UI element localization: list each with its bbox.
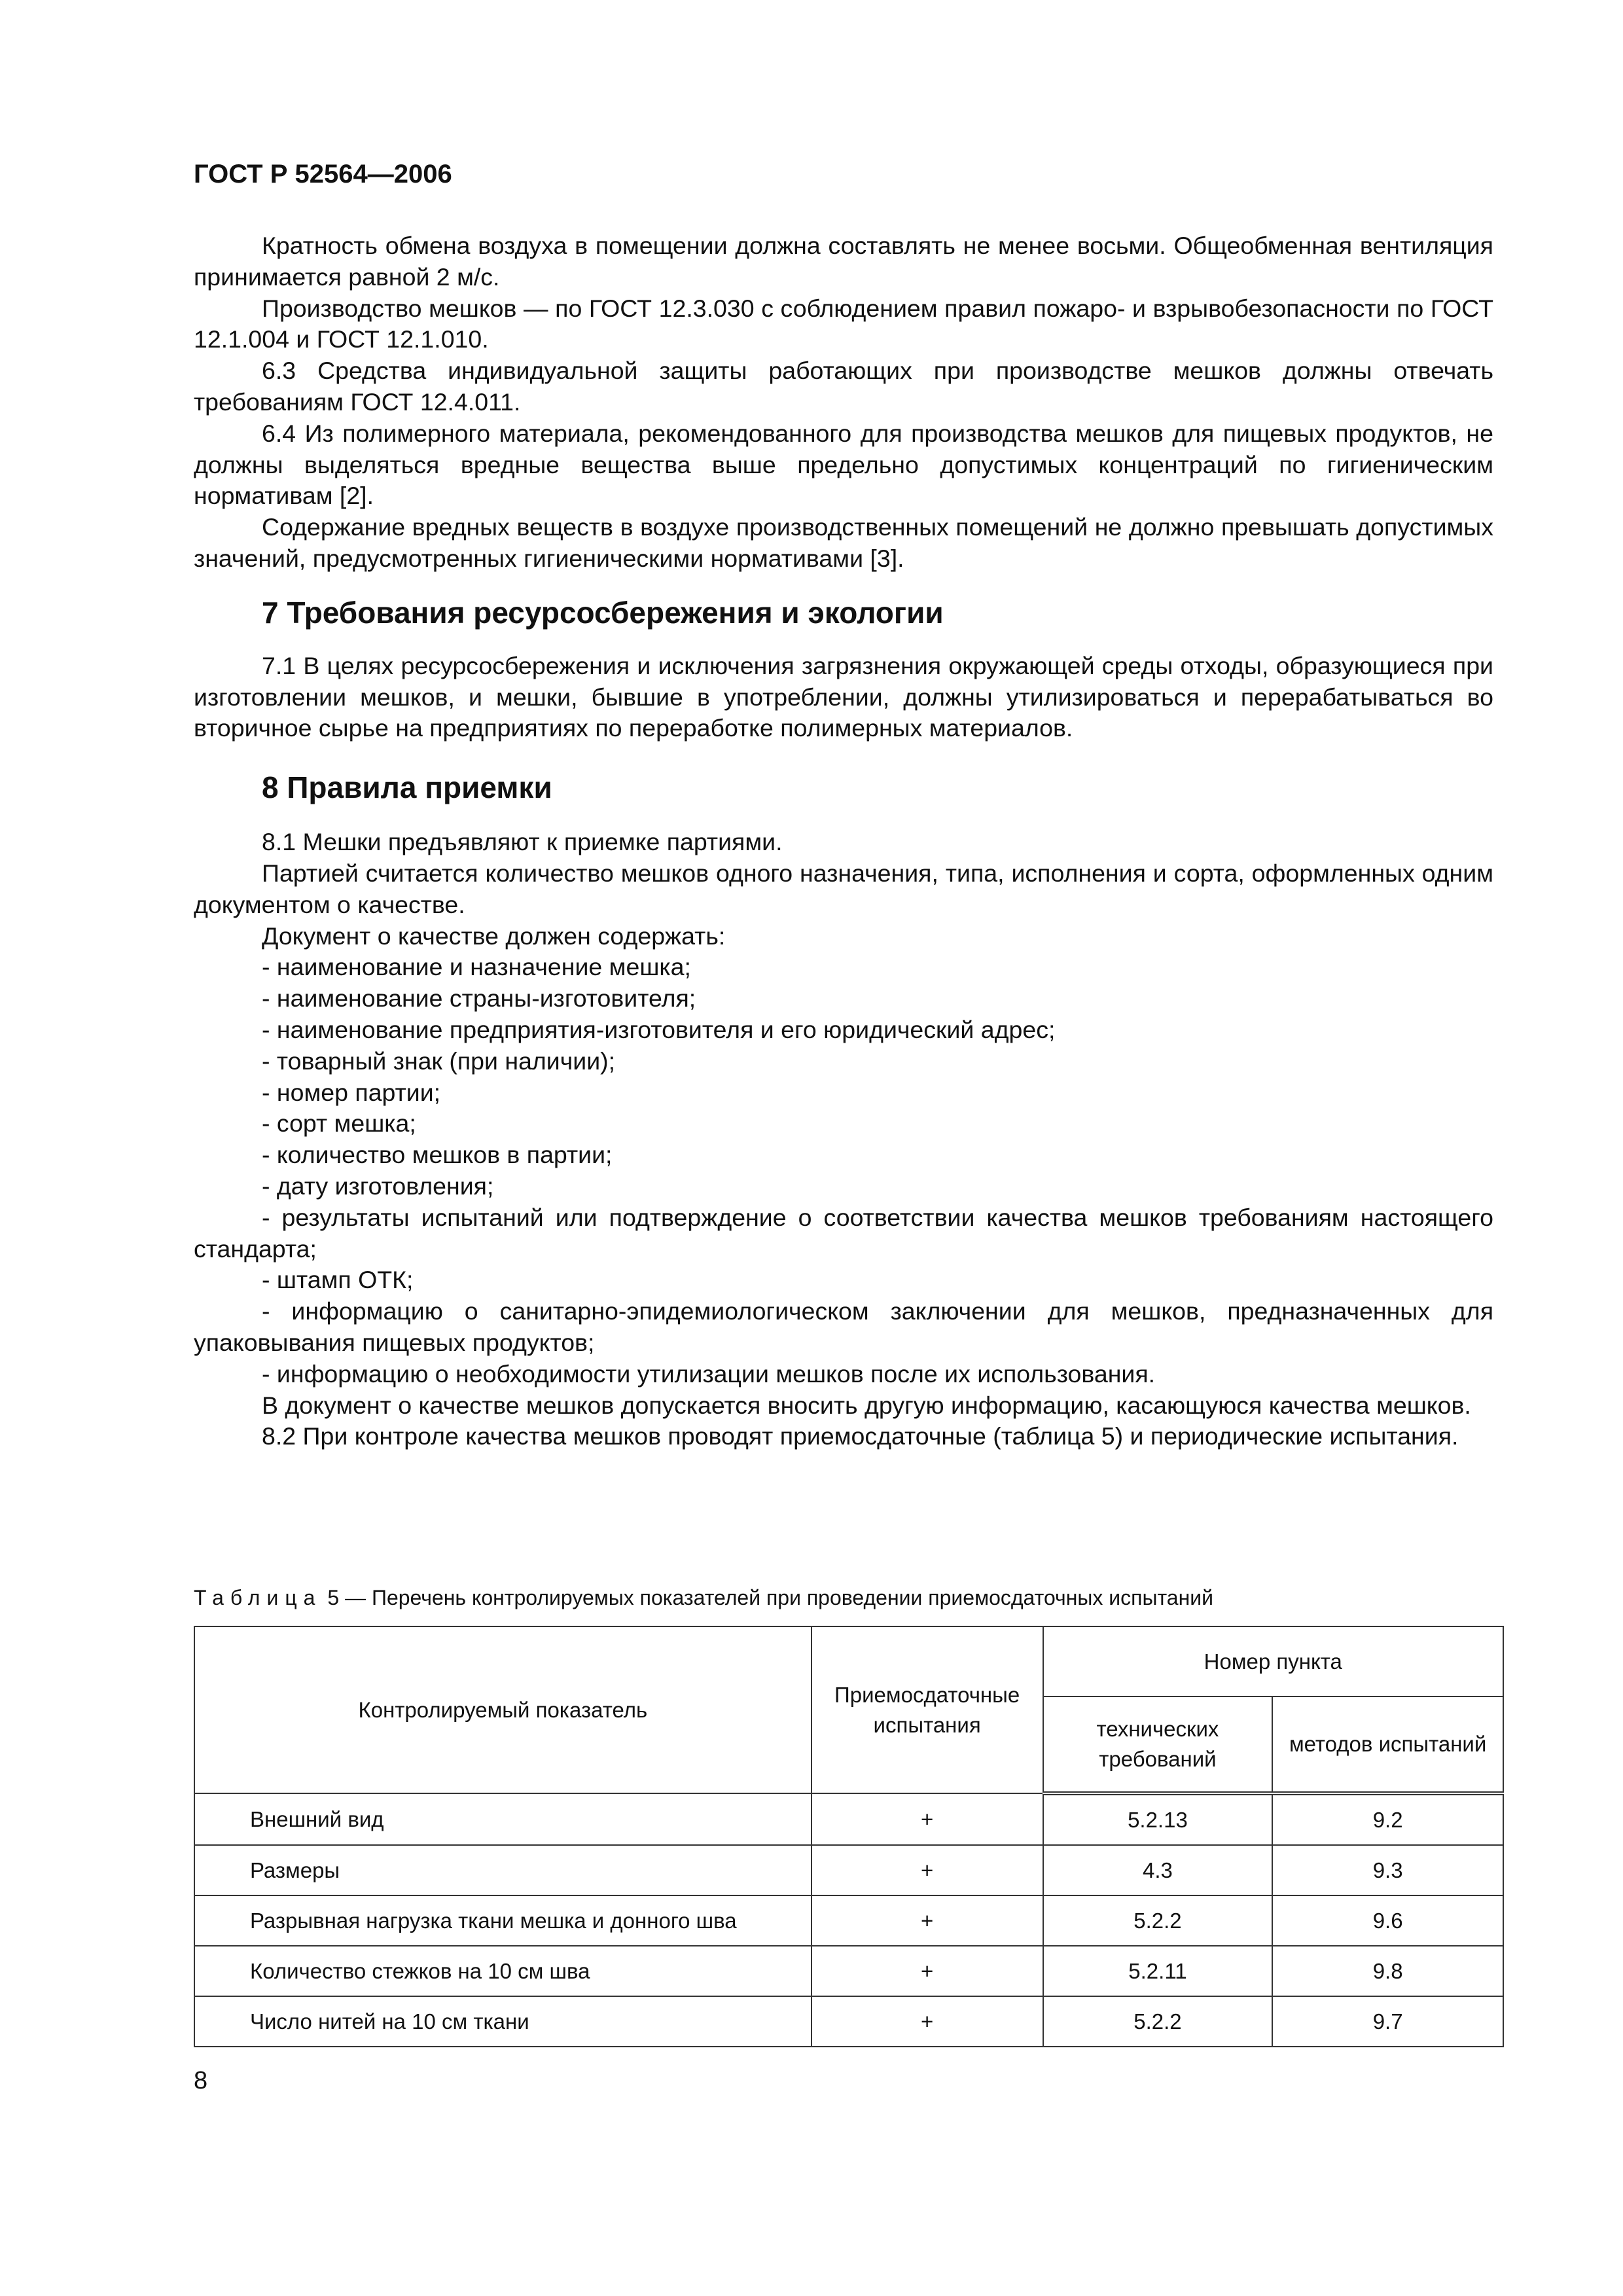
table-row	[194, 1895, 1503, 1946]
cell-acceptance: +	[812, 1793, 1043, 1845]
cell-indicator: Внешний вид	[194, 1793, 812, 1845]
table-5	[194, 1626, 1504, 2047]
table-caption	[194, 1586, 1213, 1610]
table-row	[194, 1996, 1503, 2047]
paragraph: Кратность обмена воздуха в помещении должна составлять не менее восьми. Общеобменная вентиляция принимается равной 2 м/с.	[194, 232, 1493, 291]
cell-indicator: Разрывная нагрузка ткани мешка и донного шва	[194, 1895, 812, 1946]
table-caption-text: 5 — Перечень контролируемых показателей при проведении приемосдаточных испытаний	[327, 1586, 1213, 1609]
header-clause-number: Номер пункта	[1043, 1626, 1503, 1696]
list-item: - товарный знак (при наличии);	[262, 1047, 616, 1075]
list-item: - результаты испытаний или подтверждение о соответствии качества мешков требованиям настоящего стандарта;	[194, 1203, 1493, 1263]
cell-test-methods: 9.3	[1272, 1845, 1503, 1895]
list-item: - информацию о необходимости утилизации мешков после их использования.	[262, 1359, 1156, 1388]
cell-tech-requirements: 5.2.13	[1043, 1793, 1273, 1845]
paragraph: В документ о качестве мешков допускается вносить другую информацию, касающуюся качества мешков.	[262, 1391, 1471, 1419]
list-item: - наименование страны-изготовителя;	[262, 984, 696, 1013]
cell-test-methods: 9.6	[1272, 1895, 1503, 1946]
paragraph: Партией считается количество мешков одного назначения, типа, исполнения и сорта, оформленных одним документом о качестве.	[194, 859, 1493, 918]
table-row	[194, 1946, 1503, 1996]
body-text	[194, 230, 1493, 1452]
header-acceptance: Приемосдаточные испытания	[812, 1626, 1043, 1793]
cell-tech-requirements: 5.2.2	[1043, 1895, 1273, 1946]
cell-indicator: Число нитей на 10 см ткани	[194, 1996, 812, 2047]
cell-tech-requirements: 4.3	[1043, 1845, 1273, 1895]
header-test-methods: методов испытаний	[1272, 1696, 1503, 1793]
cell-tech-requirements: 5.2.2	[1043, 1996, 1273, 2047]
section-8-heading: 8 Правила приемки	[262, 770, 552, 805]
cell-acceptance: +	[812, 1845, 1043, 1895]
list-item: - количество мешков в партии;	[262, 1141, 613, 1169]
paragraph: 7.1 В целях ресурсосбережения и исключения загрязнения окружающей среды отходы, образующиеся при изготовлении мешков, и мешки, бывшие в употреблении, должны утилизироваться и перерабатываться во вторичное сырье на предприятиях по переработке полимерных материалов.	[194, 651, 1493, 742]
header-tech-requirements: технических требований	[1043, 1696, 1273, 1793]
cell-acceptance: +	[812, 1895, 1043, 1946]
list-item: - штамп ОТК;	[262, 1266, 414, 1294]
cell-indicator: Количество стежков на 10 см шва	[194, 1946, 812, 1996]
list-item: - наименование предприятия-изготовителя и его юридический адрес;	[262, 1015, 1056, 1043]
list-item: - сорт мешка;	[262, 1109, 416, 1138]
paragraph: 6.3 Средства индивидуальной защиты работающих при производстве мешков должны отвечать требованиям ГОСТ 12.4.011.	[194, 357, 1493, 416]
cell-test-methods: 9.8	[1272, 1946, 1503, 1996]
cell-acceptance: +	[812, 1946, 1043, 1996]
list-item: - дату изготовления;	[262, 1172, 494, 1200]
table-row	[194, 1793, 1503, 1845]
list-item: - информацию о санитарно-эпидемиологическом заключении для мешков, предназначенных для упаковывания пищевых продуктов;	[194, 1297, 1493, 1356]
page-number: 8	[194, 2067, 208, 2094]
paragraph: Документ о качестве должен содержать:	[262, 922, 726, 950]
header-indicator: Контролируемый показатель	[194, 1626, 812, 1793]
list-item: - наименование и назначение мешка;	[262, 953, 691, 981]
cell-test-methods: 9.2	[1272, 1793, 1503, 1845]
table-row	[194, 1845, 1503, 1895]
paragraph: 6.4 Из полимерного материала, рекомендованного для производства мешков для пищевых продуктов, не должны выделяться вредные вещества выше предельно допустимых концентраций по гигиеническим нормативам [2].	[194, 419, 1493, 510]
cell-indicator: Размеры	[194, 1845, 812, 1895]
cell-test-methods: 9.7	[1272, 1996, 1503, 2047]
paragraph: Производство мешков — по ГОСТ 12.3.030 с соблюдением правил пожаро- и взрывобезопасности по ГОСТ 12.1.004 и ГОСТ 12.1.010.	[194, 294, 1493, 353]
paragraph: 8.1 Мешки предъявляют к приемке партиями.	[262, 828, 783, 856]
document-header: ГОСТ Р 52564—2006	[194, 160, 452, 188]
cell-tech-requirements: 5.2.11	[1043, 1946, 1273, 1996]
paragraph: 8.2 При контроле качества мешков проводят приемосдаточные (таблица 5) и периодические испытания.	[262, 1422, 1459, 1450]
table-caption-label: Таблица	[194, 1586, 322, 1609]
paragraph: Содержание вредных веществ в воздухе производственных помещений не должно превышать допустимых значений, предусмотренных гигиеническими нормативами [3].	[194, 513, 1493, 572]
cell-acceptance: +	[812, 1996, 1043, 2047]
section-7-heading: 7 Требования ресурсосбережения и экологии	[262, 595, 944, 630]
list-item: - номер партии;	[262, 1078, 441, 1106]
